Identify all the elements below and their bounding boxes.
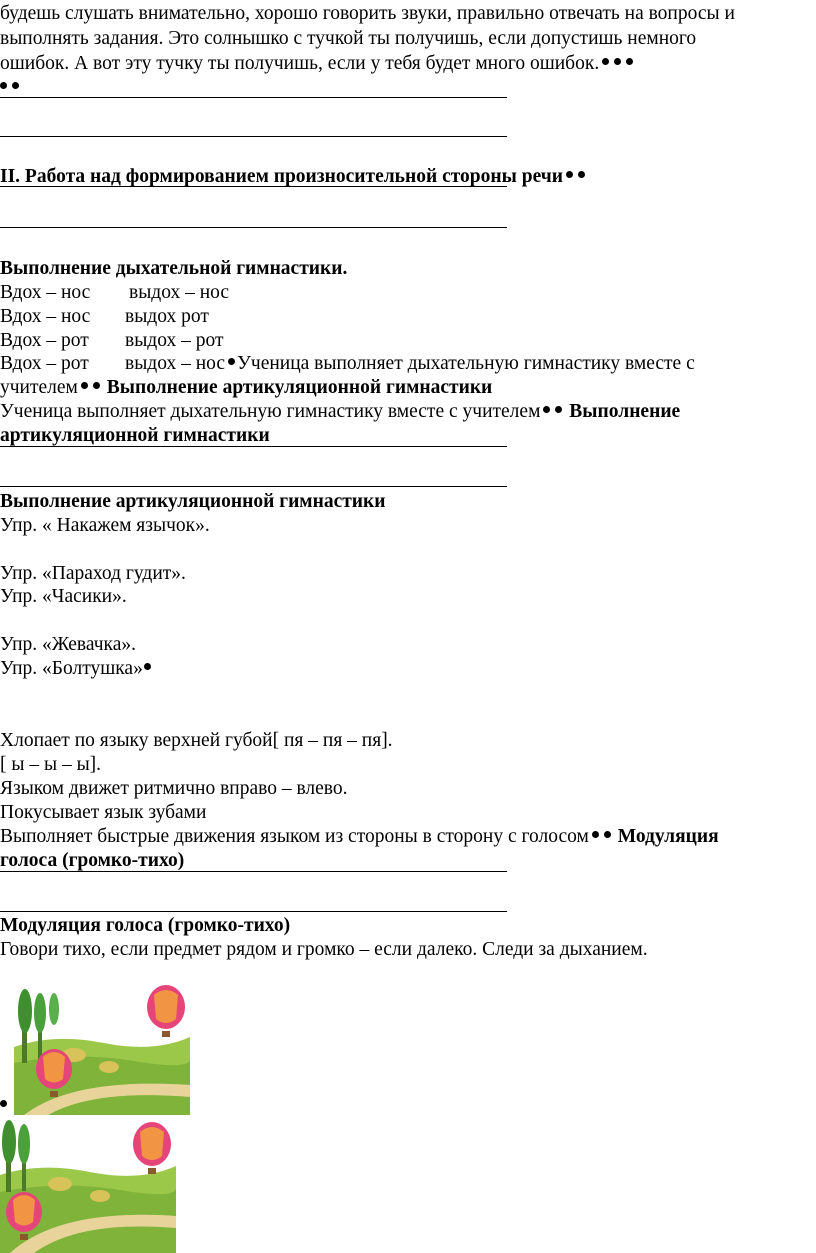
bullet-icon — [614, 58, 621, 65]
exercise-item: Упр. «Болтушка» — [0, 657, 153, 681]
exercise-desc: Языком движет ритмично вправо – влево. — [0, 778, 348, 799]
exercise-item: Упр. «Параход гудит». — [0, 563, 186, 584]
divider — [0, 486, 507, 487]
exercise-desc: Покусывает язык зубами — [0, 802, 207, 823]
exercise-desc: голоса (громко-тихо) — [0, 850, 185, 871]
divider — [0, 911, 507, 912]
breathing-row-exhale: выдох – рот — [125, 330, 224, 351]
bullet-icon — [604, 831, 611, 838]
bullet-icon — [578, 171, 585, 178]
bullet-icon — [566, 171, 573, 178]
intro-line-2: выполнять задания. Это солнышко с тучкой ты получишь, если допустишь немного — [0, 28, 697, 49]
bullet-icon — [12, 82, 19, 89]
breathing-row: Вдох – нос — [0, 282, 91, 303]
bullet-icon — [602, 58, 609, 65]
modulation-heading: Модуляция голоса (громко-тихо) — [0, 915, 291, 936]
bullet-icon — [555, 406, 562, 413]
bullet-icon — [0, 82, 7, 89]
note-line: Ученица выполняет дыхательную гимнастику вместе с учителем Выполнение — [0, 401, 681, 422]
breathing-row-exhale: выдох рот — [125, 306, 209, 327]
intro-line-3: ошибок. А вот эту тучку ты получишь, если у тебя будет много ошибок. — [0, 52, 635, 76]
exercise-desc: [ ы – ы – ы]. — [0, 754, 102, 775]
exercise-item: Упр. «Часики». — [0, 586, 127, 607]
divider — [0, 97, 507, 98]
divider — [0, 227, 507, 228]
bullet-row — [0, 1094, 9, 1118]
landscape-illustration — [0, 1120, 176, 1253]
exercise-desc: Хлопает по языку верхней губой[ пя – пя – пя]. — [0, 730, 393, 751]
exercise-item: Упр. « Накажем язычок». — [0, 515, 210, 536]
bullet-icon — [626, 58, 633, 65]
bullet-icon — [0, 1100, 7, 1107]
balloon-landscape-image — [14, 985, 190, 1115]
breathing-row: Вдох – рот — [0, 353, 89, 374]
exercise-desc: Выполняет быстрые движения языком из стороны в сторону с голосом Модуляция — [0, 826, 719, 847]
balloon-landscape-image — [0, 1120, 176, 1253]
note-line: артикуляционной гимнастики — [0, 425, 270, 446]
bullet-icon — [144, 663, 151, 670]
bullet-icon — [81, 382, 88, 389]
note-line: учителем Выполнение артикуляционной гимнастики — [0, 377, 493, 398]
landscape-illustration — [14, 985, 190, 1115]
divider — [0, 446, 507, 447]
breathing-heading: Выполнение дыхательной гимнастики. — [0, 258, 348, 279]
bullet-icon — [93, 382, 100, 389]
breathing-row: Вдох – рот — [0, 330, 89, 351]
exercise-item: Упр. «Жевачка». — [0, 634, 137, 655]
bullet-icon — [592, 831, 599, 838]
bullet-row — [0, 76, 21, 100]
modulation-text: Говори тихо, если предмет рядом и громко – если далеко. Следи за дыханием. — [0, 939, 648, 960]
articulation-heading: Выполнение артикуляционной гимнастики — [0, 491, 386, 512]
breathing-row: Вдох – нос — [0, 306, 91, 327]
breathing-row-exhale: выдох – нос — [129, 282, 230, 303]
bullet-icon — [543, 406, 550, 413]
intro-line-1: будешь слушать внимательно, хорошо говорить звуки, правильно отвечать на вопросы и — [0, 3, 735, 24]
bullet-icon — [228, 358, 235, 365]
divider — [0, 871, 507, 872]
divider — [0, 186, 507, 187]
divider — [0, 136, 507, 137]
section-2-title: II. Работа над формированием произносительной стороны речи — [0, 165, 587, 189]
breathing-row-exhale: выдох – нос Ученица выполняет дыхательную гимнастику вместе с — [125, 353, 695, 374]
